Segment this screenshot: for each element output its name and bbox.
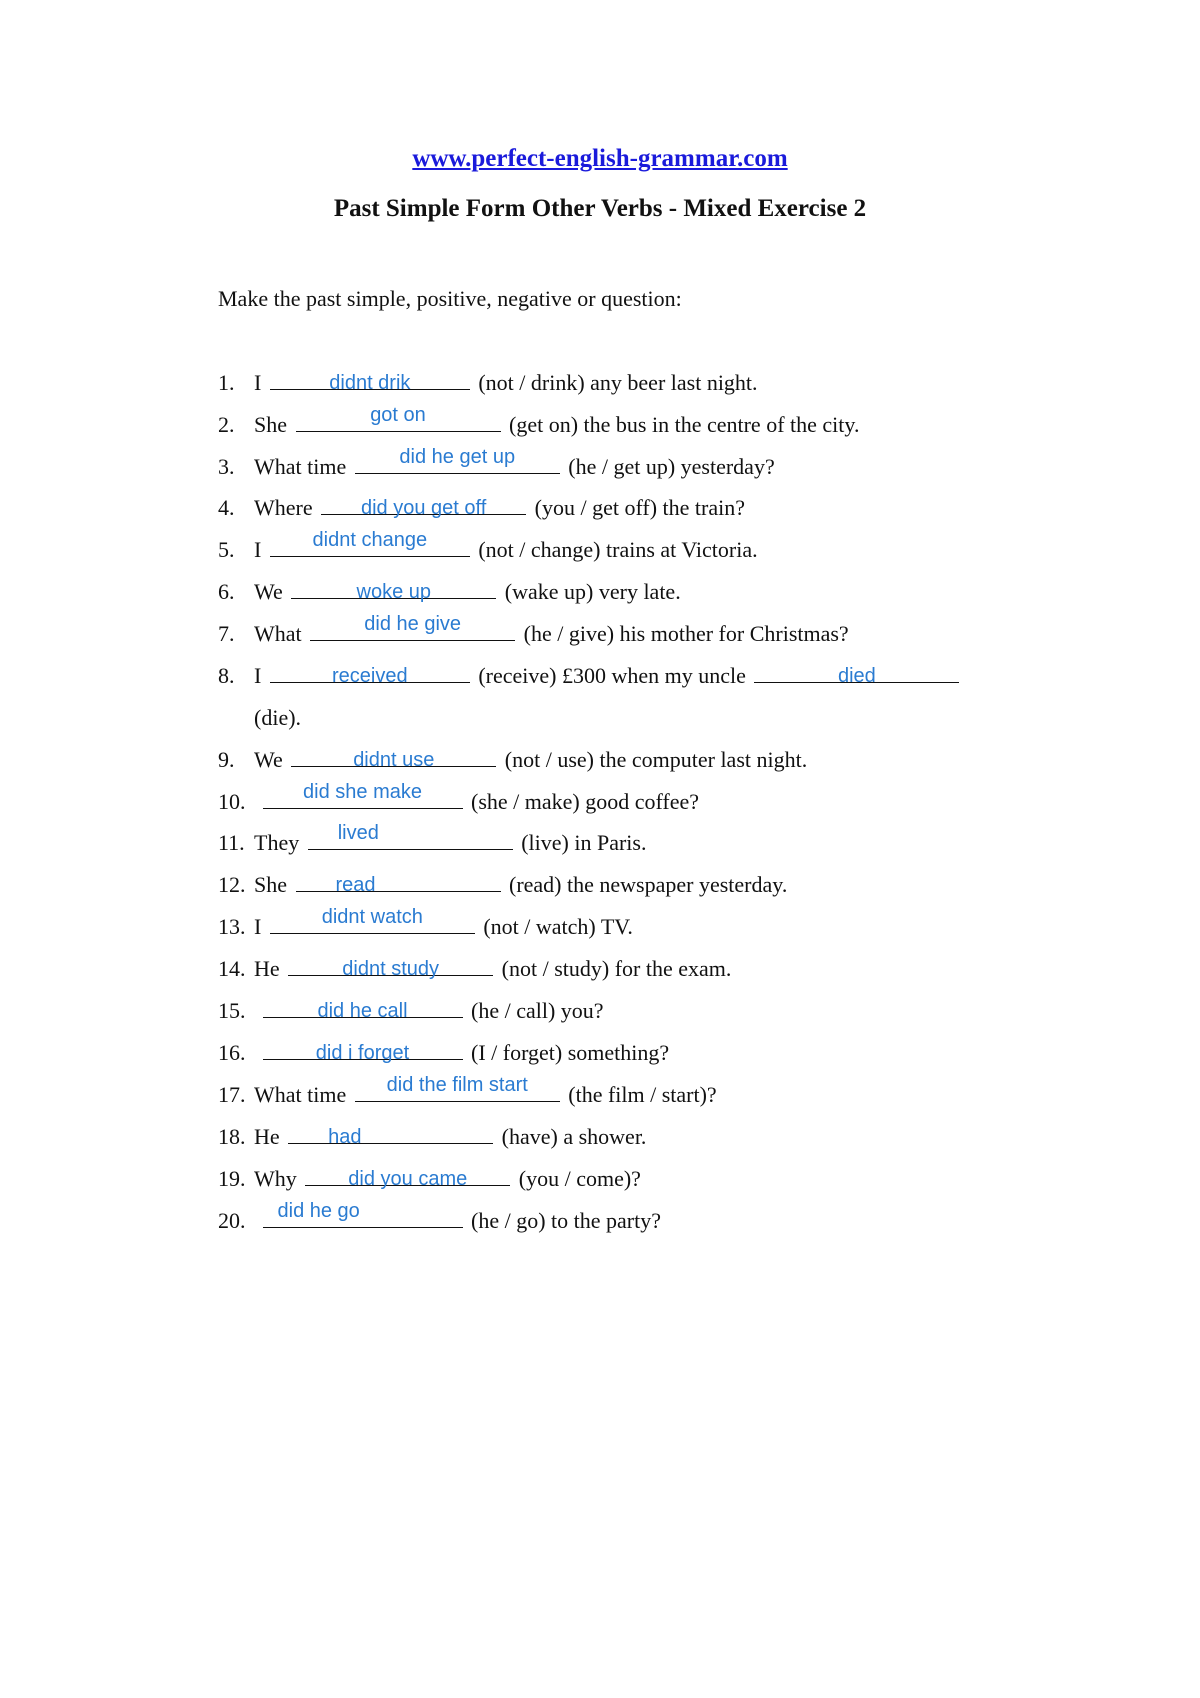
exercise-item-18: 18. He had (have) a shower.	[218, 1124, 647, 1149]
page-title: Past Simple Form Other Verbs - Mixed Exercise 2	[333, 195, 867, 222]
answer-blank[interactable]	[263, 1200, 463, 1228]
answer-text: received	[332, 665, 408, 687]
answer-blank[interactable]	[263, 781, 463, 809]
answer-text: did she make	[303, 781, 422, 803]
answer-blank[interactable]	[355, 446, 560, 474]
answer-blank[interactable]	[263, 1039, 463, 1064]
answer-text: didnt study	[342, 958, 440, 980]
answer-text-2: died	[837, 665, 876, 687]
answer-text: did he call	[317, 1000, 408, 1022]
exercise-item-7: 7. What did he give (he / give) his mother for Christmas?	[218, 620, 849, 648]
exercise-item-13: 13. I didnt watch (not / watch) TV.	[218, 913, 633, 941]
answer-text: did you came	[348, 1168, 468, 1190]
answer-text: woke up	[356, 581, 432, 603]
answer-blank[interactable]	[263, 997, 463, 1022]
answer-blank[interactable]	[270, 529, 470, 557]
site-link[interactable]: www.perfect-english-grammar.com	[412, 145, 788, 172]
answer-text: didnt change	[312, 529, 428, 551]
exercise-item-1: 1. I didnt drik (not / drink) any beer last night.	[218, 370, 758, 395]
answer-blank[interactable]	[308, 822, 513, 850]
answer-blank[interactable]	[270, 662, 470, 687]
exercise-item-19: 19. Why did you came (you / come)?	[218, 1166, 641, 1191]
answer-text: did the film start	[386, 1074, 528, 1096]
exercise-item-12: 12. She read (read) the newspaper yesterday.	[218, 872, 788, 897]
exercise-item-14: 14. He didnt study (not / study) for the exam.	[218, 956, 732, 981]
exercise-item-16: 16. did i forget (I / forget) something?	[218, 1040, 670, 1065]
answer-text: did he get up	[399, 446, 516, 468]
answer-blank[interactable]	[288, 955, 493, 980]
answer-blank[interactable]	[288, 1123, 493, 1148]
exercise-item-8-continued: (die).	[254, 705, 302, 730]
answer-blank-2[interactable]	[754, 662, 959, 687]
exercise-item-11: 11. They lived (live) in Paris.	[218, 829, 646, 857]
exercise-item-10: 10. did she make (she / make) good coffee?	[218, 788, 699, 816]
answer-blank[interactable]	[355, 1074, 560, 1102]
answer-text: got on	[370, 404, 426, 426]
answer-text: did i forget	[315, 1042, 410, 1064]
exercise-item-2: 2. She got on (get on) the bus in the centre of the city.	[218, 411, 859, 439]
answer-blank[interactable]	[291, 746, 496, 771]
answer-blank[interactable]	[296, 871, 501, 896]
answer-blank[interactable]	[296, 404, 501, 432]
answer-blank[interactable]	[270, 906, 475, 934]
answer-blank[interactable]	[291, 578, 496, 603]
exercise-item-6: 6. We woke up (wake up) very late.	[218, 579, 681, 604]
exercise-item-15: 15. did he call (he / call) you?	[218, 998, 604, 1023]
answer-text: had	[328, 1126, 362, 1148]
answer-text: did you get off	[360, 497, 487, 519]
exercise-item-4: 4. Where did you get off (you / get off) the train?	[218, 495, 745, 520]
exercise-item-9: 9. We didnt use (not / use) the computer last night.	[218, 747, 808, 772]
answer-blank[interactable]	[305, 1165, 510, 1190]
answer-text: lived	[337, 822, 379, 844]
instruction-text: Make the past simple, positive, negative or question:	[218, 286, 682, 311]
answer-text: didnt drik	[329, 372, 411, 394]
answer-text: read	[335, 874, 376, 896]
answer-text: didnt use	[353, 749, 435, 771]
answer-blank[interactable]	[321, 494, 526, 519]
exercise-item-20: 20. did he go (he / go) to the party?	[218, 1207, 661, 1235]
answer-text: did he go	[277, 1200, 360, 1222]
answer-blank[interactable]	[310, 613, 515, 641]
exercise-item-5: 5. I didnt change (not / change) trains at Victoria.	[218, 536, 758, 564]
answer-blank[interactable]	[270, 369, 470, 394]
exercise-item-17: 17. What time did the film start (the film / start)?	[218, 1081, 717, 1109]
answer-text: did he give	[364, 613, 462, 635]
exercise-item-3: 3. What time did he get up (he / get up) yesterday?	[218, 453, 775, 481]
exercise-item-8: 8. I received (receive) £300 when my uncle died	[218, 662, 962, 690]
answer-text: didnt watch	[321, 906, 423, 928]
